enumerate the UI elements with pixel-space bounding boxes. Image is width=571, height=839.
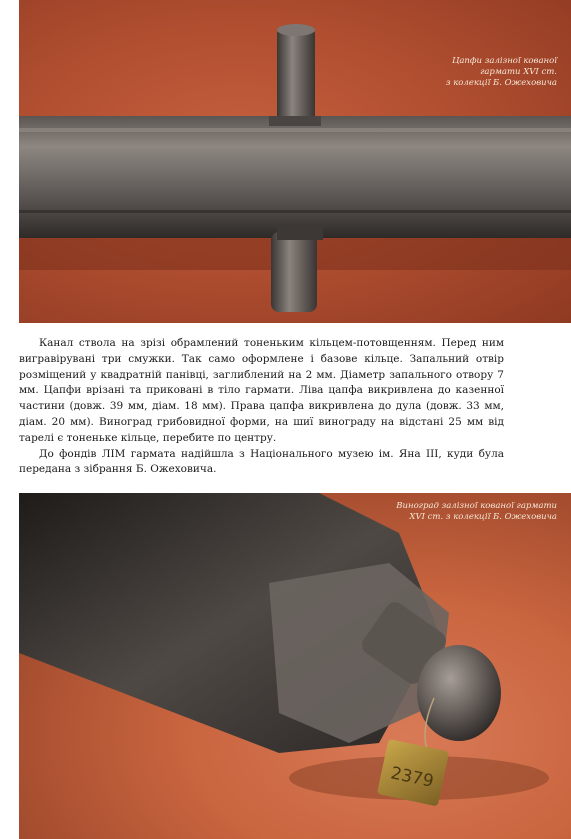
caption-line: Виноград залізної кованої гармати	[396, 501, 557, 511]
caption-line: гармати XVI ст.	[480, 67, 557, 77]
tag-number: 2379	[388, 763, 436, 792]
trunnions-caption	[357, 56, 557, 89]
article-text	[19, 336, 504, 478]
cascabel-illustration	[19, 493, 571, 839]
cascabel-caption	[327, 501, 557, 523]
paragraph: Канал ствола на зрізі обрамлений тоненьким кільцем-потовщенням. Перед ним вигравірувані три смужки. Так само оформлене і базове кільце. Запальний отвір розміщений у квадратній панівці, заглиблений на 2 мм. Діаметр запального отвору 7 мм. Цапфи врізані та приковані в тіло гармати. Ліва цапфа викривлена до казенної частини (довж. 39 мм, діам. 18 мм). Права цапфа викривлена до дула (довж. 33 мм, діам. 20 мм). Виноград грибовидної форми, на шиї винограду на відстані 25 мм від тарелі є тоненьке кільце, перебите по центру.	[19, 337, 504, 444]
caption-line: Цапфи залізної кованої	[451, 56, 557, 66]
caption-line: з колекції Б. Ожеховича	[445, 78, 557, 88]
paragraph: До фондів ЛІМ гармата надійшла з Національного музею ім. Яна ІІІ, куди була передана з зібрання Б. Ожеховича.	[19, 447, 504, 476]
trunnions-photo	[19, 0, 571, 323]
trunnions-illustration	[19, 0, 571, 323]
caption-line: XVI ст. з колекції Б. Ожеховича	[409, 512, 557, 522]
cascabel-photo	[19, 493, 571, 839]
